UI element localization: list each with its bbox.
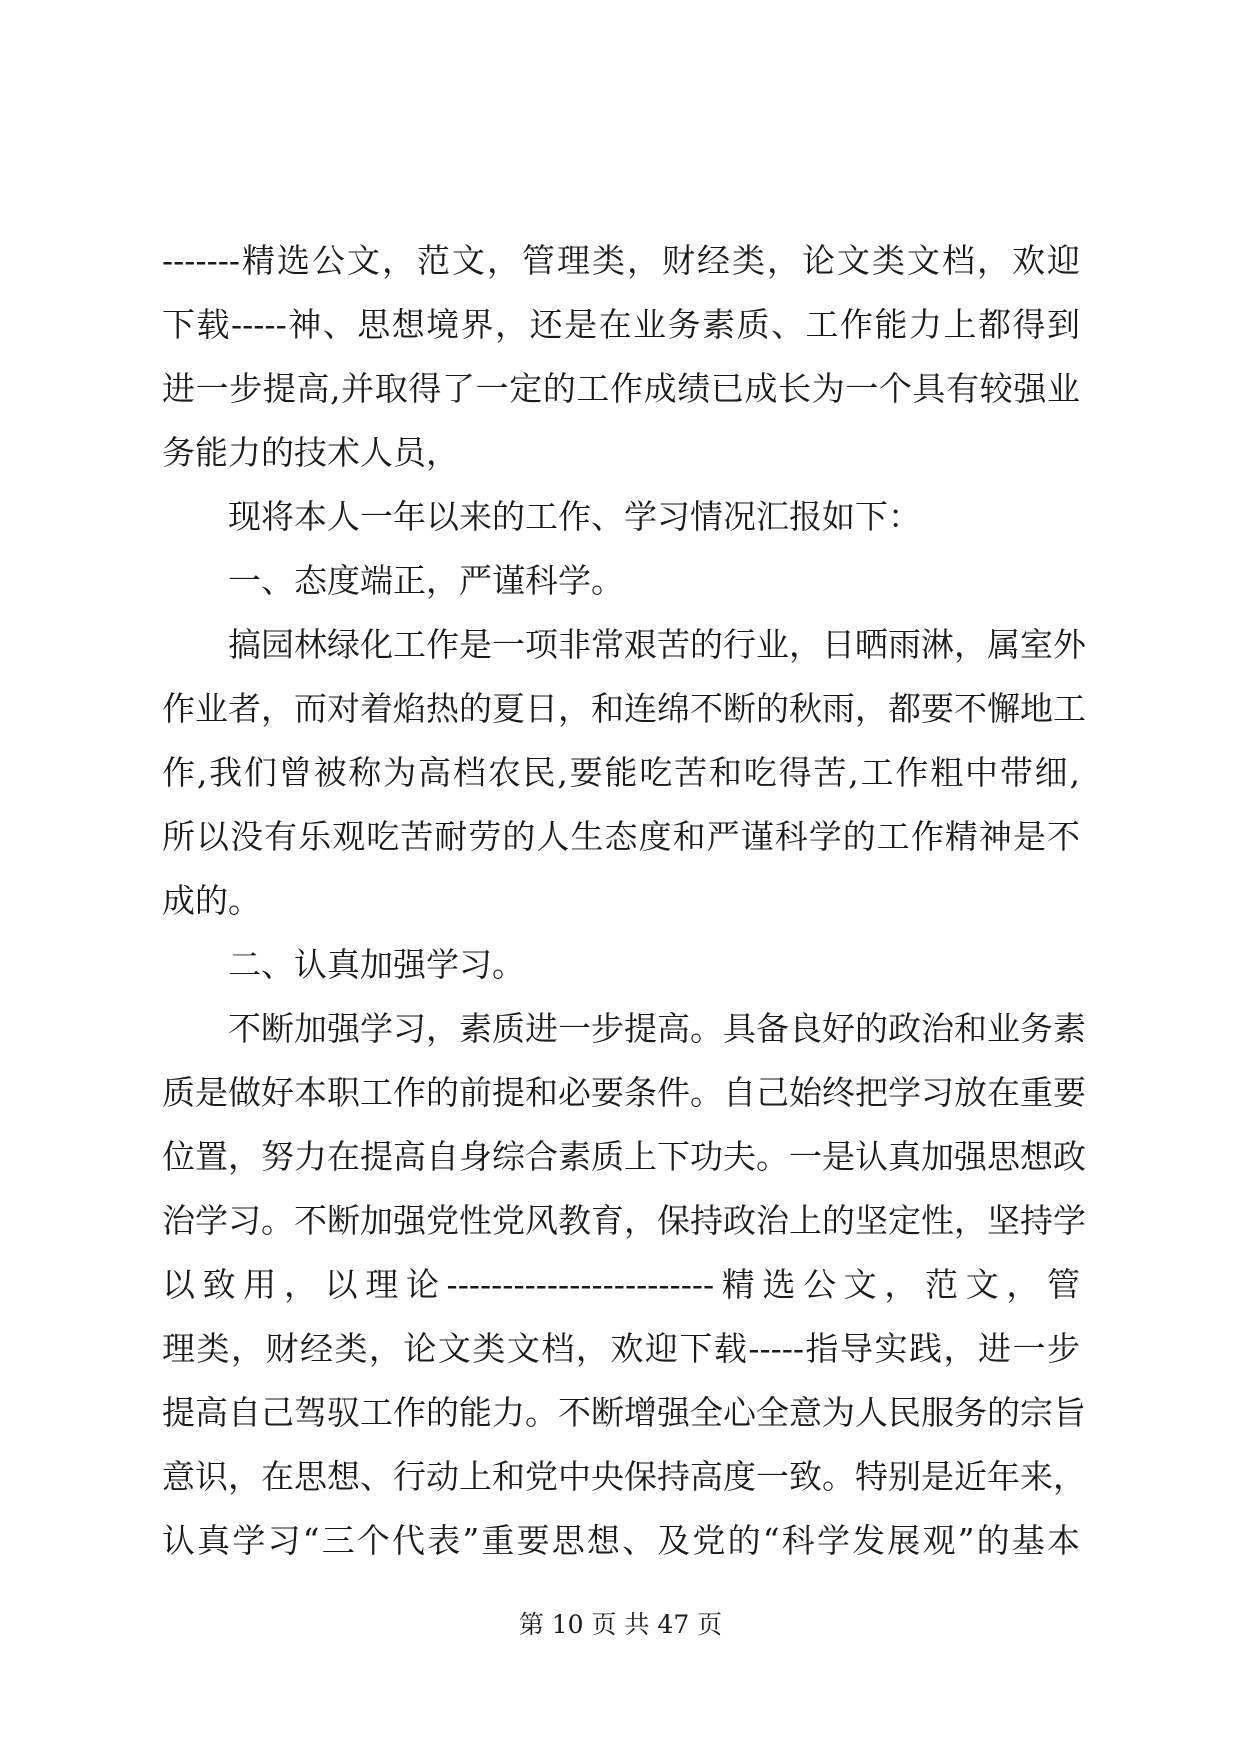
text-line: 成的。 <box>162 881 261 920</box>
text-line: 认真学习“三个代表”重要思想、及党的“科学发展观”的基本 <box>162 1521 1080 1560</box>
text-line: 下载-----神、思想境界，还是在业务素质、工作能力上都得到 <box>162 305 1080 344</box>
text-line: 治学习。不断加强党性党风教育，保持政治上的坚定性，坚持学 <box>162 1201 1086 1240</box>
text-line: 二、认真加强学习。 <box>228 945 525 984</box>
text-line: -------精选公文，范文，管理类，财经类，论文类文档，欢迎 <box>162 241 1080 280</box>
text-line: 理类，财经类，论文类文档，欢迎下载-----指导实践，进一步 <box>162 1329 1080 1368</box>
text-line: 所以没有乐观吃苦耐劳的人生态度和严谨科学的工作精神是不 <box>162 817 1080 856</box>
page-footer: 第 10 页 共 47 页 <box>518 1610 723 1639</box>
text-line: 现将本人一年以来的工作、学习情况汇报如下： <box>228 497 921 536</box>
text-line: 进一步提高,并取得了一定的工作成绩已成长为一个具有较强业 <box>162 369 1080 408</box>
text-line: 务能力的技术人员， <box>162 433 459 472</box>
text-line: 以致用，以理论------------------------精选公文，范文，管 <box>162 1265 1080 1304</box>
text-line: 意识，在思想、行动上和党中央保持高度一致。特别是近年来， <box>162 1457 1086 1496</box>
document-body <box>162 229 1086 1573</box>
text-line: 位置，努力在提高自身综合素质上下功夫。一是认真加强思想政 <box>162 1137 1086 1176</box>
text-line: 搞园林绿化工作是一项非常艰苦的行业，日晒雨淋，属室外 <box>228 625 1086 664</box>
text-line: 质是做好本职工作的前提和必要条件。自己始终把学习放在重要 <box>162 1073 1086 1112</box>
text-line: 提高自己驾驭工作的能力。不断增强全心全意为人民服务的宗旨 <box>162 1393 1086 1432</box>
text-line: 作,我们曾被称为高档农民,要能吃苦和吃得苦,工作粗中带细, <box>162 753 1080 792</box>
text-line: 一、态度端正，严谨科学。 <box>228 561 624 600</box>
text-line: 不断加强学习，素质进一步提高。具备良好的政治和业务素 <box>228 1009 1086 1048</box>
text-line: 作业者，而对着焰热的夏日，和连绵不断的秋雨，都要不懈地工 <box>162 689 1086 728</box>
